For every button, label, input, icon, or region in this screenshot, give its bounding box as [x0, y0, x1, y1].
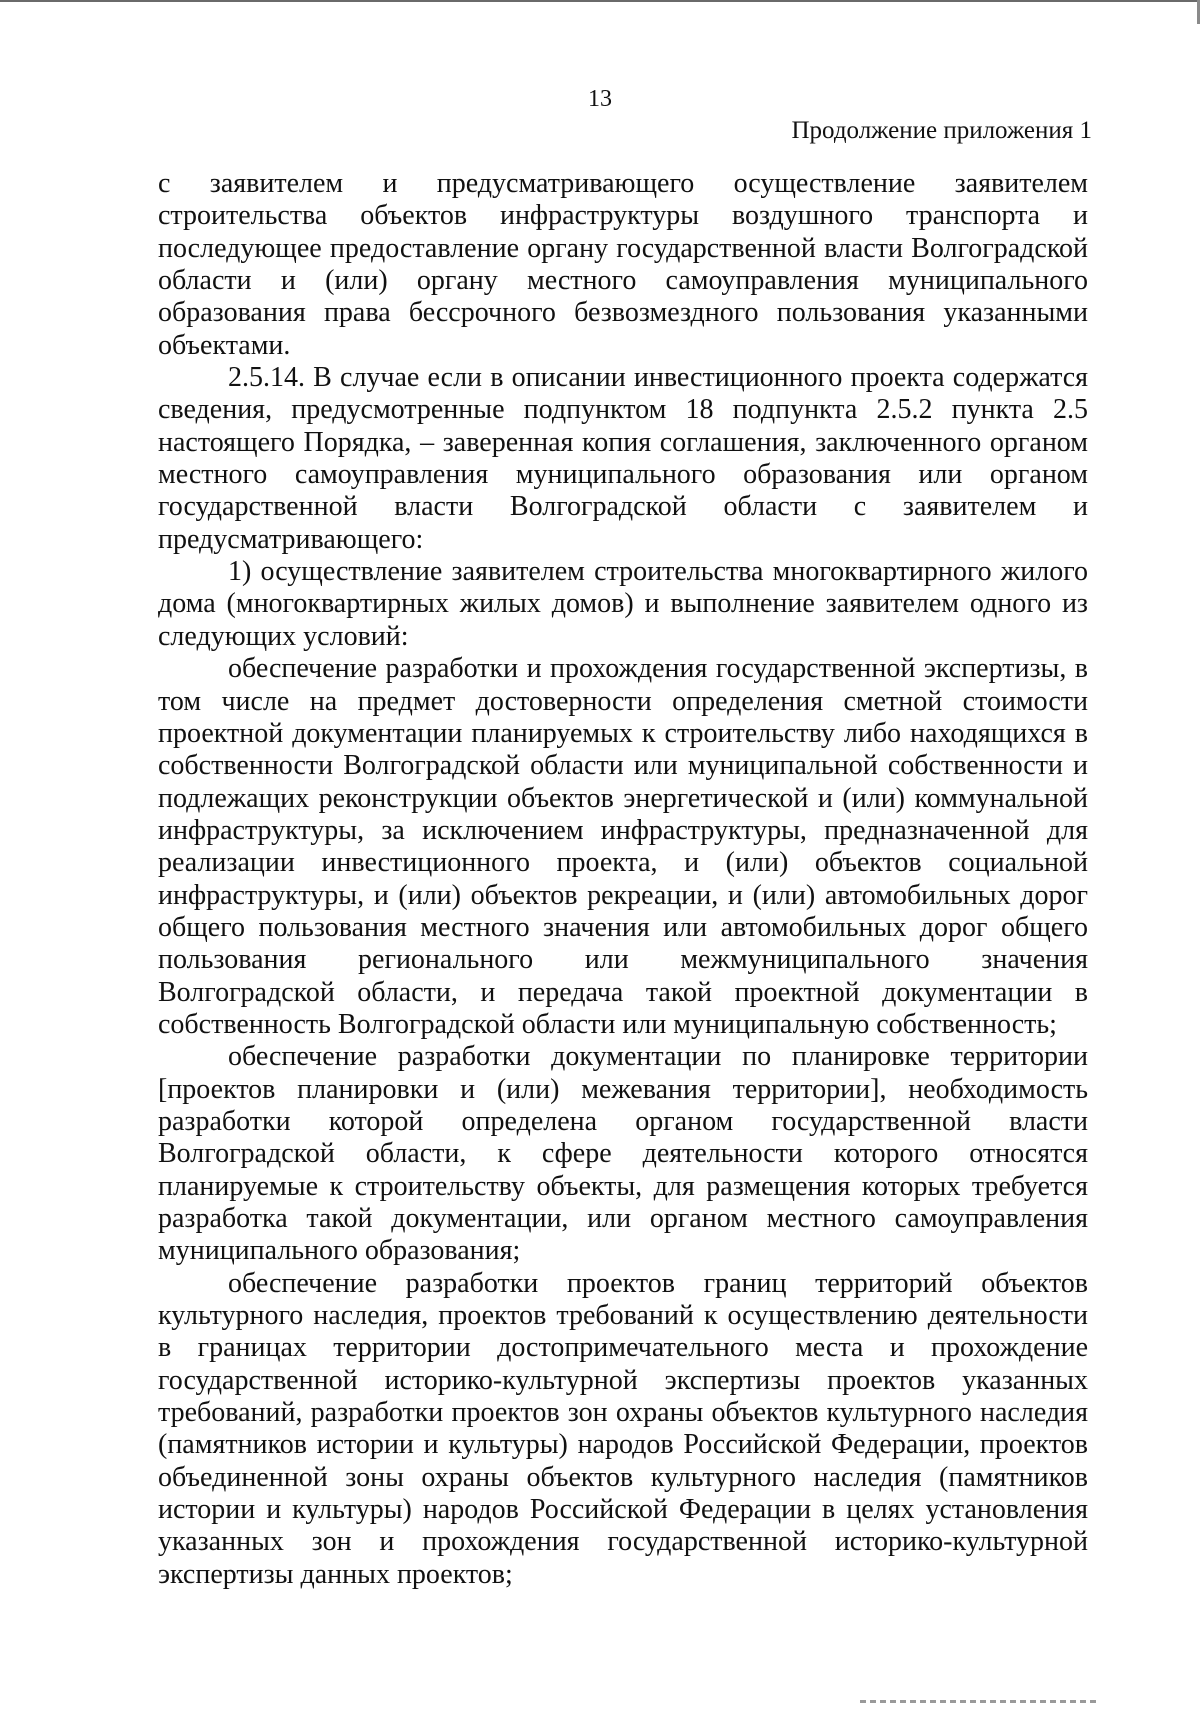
paragraph-territory-planning: обеспечение разработки документации по планировке территории [проектов планировки и (или) межевания территории], необходимость разработки которой определена органом государственной власти Волгоградской области, к сфере деятельности которого относятся планируемые к строительству объекты, для размещения которых требуется разработка такой документации, или органом местного самоуправления муниципального образования; — [158, 1041, 1088, 1267]
list-item-1-apartment-building: 1) осуществление заявителем строительства многоквартирного жилого дома (многоквартирных жилых домов) и выполнение заявителем одного из следующих условий: — [158, 556, 1088, 652]
paragraph-cultural-heritage: обеспечение разработки проектов границ территорий объектов культурного наследия, проектов требований к осуществлению деятельности в границах территории достопримечательного места и прохождение государственной историко-культурной экспертизы проектов указанных требований, разработки проектов зон охраны объектов культурного наследия (памятников истории и культуры) народов Российской Федерации, проектов объединенной зоны охраны объектов культурного наследия (памятников истории и культуры) народов Российской Федерации в целях установления указанных зон и прохождения государственной историко-культурной экспертизы данных проектов; — [158, 1267, 1088, 1590]
appendix-continuation-label: Продолжение приложения 1 — [791, 117, 1092, 144]
paragraph-state-expertise: обеспечение разработки и прохождения государственной экспертизы, в том числе на предмет достоверности определения сметной стоимости проектной документации планируемых к строительству либо находящихся в собственности Волгоградской области или муниципальной собственности и подлежащих реконструкции объектов энергетической и (или) коммунальной инфраструктуры, за исключением инфраструктуры, предназначенной для реализации инвестиционного проекта, и (или) объектов социальной инфраструктуры, и (или) объектов рекреации, и (или) автомобильных дорог общего пользования местного значения или автомобильных дорог общего пользования регионального или межмуниципального значения Волгоградской области, и передача такой проектной документации в собственность Волгоградской области или муниципальную собственность; — [158, 653, 1088, 1040]
scan-edge-bottom — [860, 1700, 1100, 1703]
scan-edge-top — [0, 0, 1200, 2]
paragraph-2-5-14: 2.5.14. В случае если в описании инвестиционного проекта содержатся сведения, предусмотренные подпунктом 18 подпункта 2.5.2 пункта 2.5 настоящего Порядка, – заверенная копия соглашения, заключенного органом местного самоуправления муниципального образования или органом государственной власти Волгоградской области с заявителем и предусматривающего: — [158, 362, 1088, 555]
document-body — [158, 168, 1088, 1591]
paragraph-agreement-air-transport: с заявителем и предусматривающего осуществление заявителем строительства объектов инфраструктуры воздушного транспорта и последующее предоставление органу государственной власти Волгоградской области и (или) органу местного самоуправления муниципального образования права бессрочного безвозмездного пользования указанными объектами. — [158, 168, 1088, 361]
page-number: 13 — [588, 86, 612, 112]
